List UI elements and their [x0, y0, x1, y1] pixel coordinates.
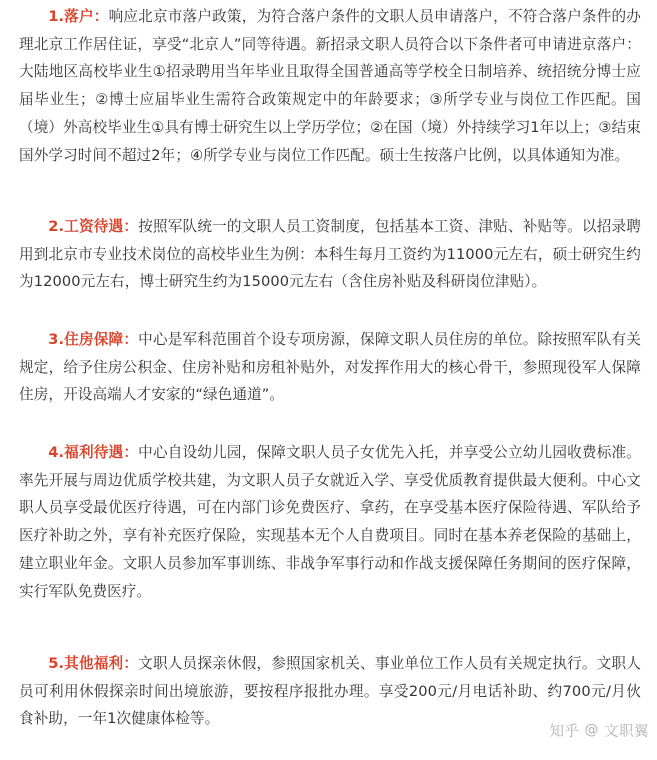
paragraph — [19, 3, 641, 169]
section-settlement — [19, 3, 641, 169]
section-welfare — [19, 439, 641, 605]
section-body: 中心自设幼儿园，保障文职人员子女优先入托，并享受公立幼儿园收费标准。率先开展与周边优质学校共建，为文职人员子女就近入学、享受优质教育提供最大便利。中心文职人员享受最优医疗待遇，可在内部门诊免费医疗、拿药，在享受基本医疗保险待遇、军队给予医疗补助之外，享有补充医疗保险，实现基本无个人自费项目。同时在基本养老保险的基础上，建立职业年金。文职人员参加军事训练、非战争军事行动和作战支援保障任务期间的医疗保障，实行军队免费医疗。 — [19, 444, 641, 600]
section-heading: 2.工资待遇： — [48, 218, 139, 235]
section-heading: 5.其他福利： — [48, 655, 139, 672]
section-body: 按照军队统一的文职人员工资制度，包括基本工资、津贴、补贴等。以招录聘用到北京市专业技术岗位的高校毕业生为例：本科生每月工资约为11000元左右，硕士研究生约为12000元左右，博士研究生约为15000元左右（含住房补贴及科研岗位津贴）。 — [19, 218, 641, 291]
section-body: 中心是军科范围首个设专项房源，保障文职人员住房的单位。除按照军队有关规定，给予住房公积金、住房补贴和房租补贴外，对发挥作用大的核心骨干，参照现役军人保障住房，开设高端人才安家的“绿色通道”。 — [19, 331, 641, 404]
section-other-benefits — [19, 650, 641, 733]
section-heading: 3.住房保障： — [48, 331, 139, 348]
section-housing — [19, 326, 641, 409]
section-heading: 1.落户： — [48, 8, 109, 25]
zhihu-watermark — [550, 717, 650, 743]
watermark-site: 知乎 — [549, 723, 580, 740]
paragraph — [19, 439, 641, 605]
section-body: 文职人员探亲休假，参照国家机关、事业单位工作人员有关规定执行。文职人员可利用休假探亲时间出境旅游，要按程序报批办理。享受200元/月电话补助、约700元/月伙食补助，一年1次健康体检等。 — [19, 655, 641, 728]
paragraph — [19, 326, 641, 409]
at-icon: @ — [584, 722, 599, 738]
section-salary — [19, 213, 641, 296]
section-body: 响应北京市落户政策，为符合落户条件的文职人员申请落户，不符合落户条件的办理北京工作居住证，享受“北京人”同等待遇。新招录文职人员符合以下条件者可申请进京落户：大陆地区高校毕业生①招录聘用当年毕业且取得全国普通高等学校全日制培养、统招统分博士应届毕业生；②博士应届毕业生需符合政策规定中的年龄要求；③所学专业与岗位工作匹配。国（境）外高校毕业生①具有博士研究生以上学历学位；②在国（境）外持续学习1年以上；③结束国外学习时间不超过2年；④所学专业与岗位工作匹配。硕士生按落户比例，以具体通知为准。 — [19, 8, 641, 164]
section-heading: 4.福利待遇： — [48, 444, 139, 461]
paragraph — [19, 650, 641, 733]
paragraph — [19, 213, 641, 296]
watermark-author: 文职翼 — [604, 723, 649, 740]
